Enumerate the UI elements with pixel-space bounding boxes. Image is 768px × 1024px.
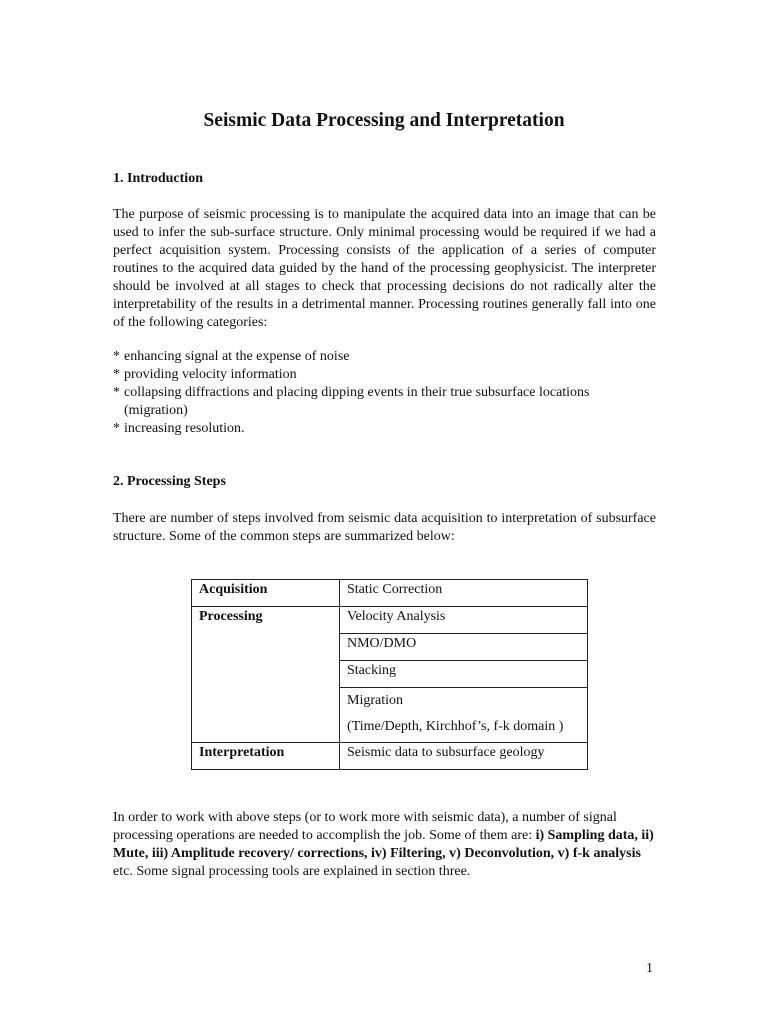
bullet-marker: * bbox=[113, 385, 120, 400]
closing-bold-operations: i) Sampling data, ii) Mute, iii) Amplitude recovery/ corrections, iv) Filtering, v) Deconvolution, v) f-k analysis bbox=[113, 828, 654, 861]
page-number: 1 bbox=[646, 961, 653, 976]
section-heading-processing-steps: 2. Processing Steps bbox=[113, 474, 226, 489]
closing-tail: etc. Some signal processing tools are explained in section three. bbox=[113, 864, 471, 879]
bullet-marker: * bbox=[113, 349, 120, 364]
section-heading-introduction: 1. Introduction bbox=[113, 171, 203, 186]
list-item bbox=[113, 348, 656, 366]
table-cell-migration bbox=[340, 688, 588, 743]
list-item bbox=[113, 366, 656, 384]
processing-steps-paragraph: There are number of steps involved from seismic data acquisition to interpretation of subsurface structure. Some of the common steps are summarized below: bbox=[113, 511, 656, 544]
table-cell-step: Stacking bbox=[340, 661, 588, 688]
table-cell-step: Static Correction bbox=[340, 580, 588, 607]
list-item-text: collapsing diffractions and placing dipping events in their true subsurface locations (migration) bbox=[124, 385, 590, 418]
closing-intro: In order to work with above steps (or to work more with seismic data), a number of signal processing operations are needed to accomplish the job. Some of them are: bbox=[113, 810, 617, 843]
list-item bbox=[113, 420, 656, 438]
table-cell-step: Seismic data to subsurface geology bbox=[340, 743, 588, 770]
list-item-text: providing velocity information bbox=[124, 367, 297, 382]
closing-paragraph bbox=[113, 809, 656, 881]
table-cell-stage: Processing bbox=[192, 607, 340, 743]
migration-label: Migration bbox=[347, 693, 403, 708]
table-row bbox=[192, 580, 588, 607]
table-cell-step: NMO/DMO bbox=[340, 634, 588, 661]
processing-categories-list bbox=[113, 348, 656, 438]
table-cell-stage: Acquisition bbox=[192, 580, 340, 607]
migration-detail: (Time/Depth, Kirchhof’s, f-k domain ) bbox=[347, 719, 564, 734]
table-row bbox=[192, 607, 588, 634]
list-item-text: increasing resolution. bbox=[124, 421, 245, 436]
list-item-text: enhancing signal at the expense of noise bbox=[124, 349, 350, 364]
table-cell-stage: Interpretation bbox=[192, 743, 340, 770]
bullet-marker: * bbox=[113, 367, 120, 382]
processing-steps-table bbox=[191, 579, 588, 770]
table-row bbox=[192, 743, 588, 770]
list-item bbox=[113, 384, 656, 420]
table-cell-step: Velocity Analysis bbox=[340, 607, 588, 634]
bullet-marker: * bbox=[113, 421, 120, 436]
introduction-paragraph: The purpose of seismic processing is to manipulate the acquired data into an image that can be used to infer the sub-surface structure. Only minimal processing would be required if we had a perfect acquisition system. Processing consists of the application of a series of computer routines to the acquired data guided by the hand of the processing geophysicist. The interpreter should be involved at all stages to check that processing decisions do not radically alter the interpretability of the results in a detrimental manner. Processing routines generally fall into one of the following categories: bbox=[113, 207, 656, 330]
page-title: Seismic Data Processing and Interpretation bbox=[203, 110, 565, 131]
